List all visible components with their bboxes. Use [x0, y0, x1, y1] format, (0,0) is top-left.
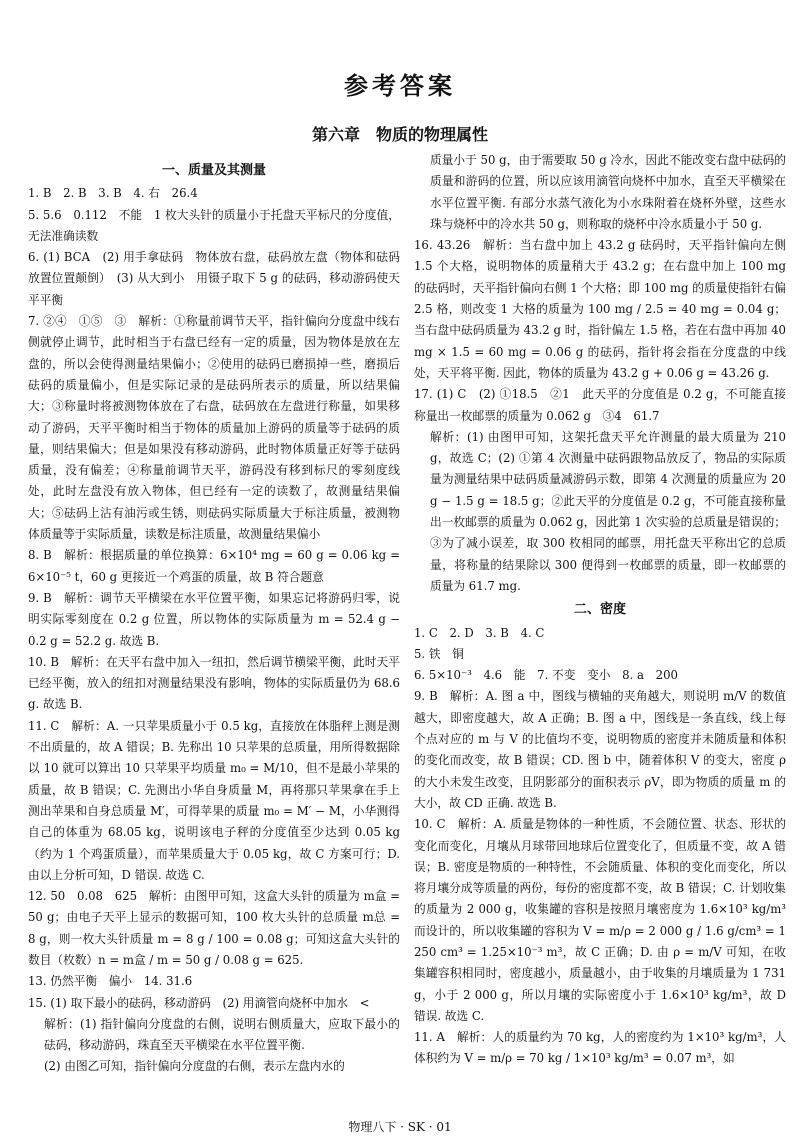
right-column	[414, 150, 786, 1070]
answer-item: 5. 5.6 0.112 不能 1 枚大头针的质量小于托盘天平标尺的分度值，无法准确读数	[28, 207, 400, 243]
answer-item: 5. 铁 铜	[414, 646, 464, 661]
answer-item: 7. ②④ ①⑤ ③ 解析：①称量前调节天平，指针偏向分度盘中线右侧就停止调节，此时相当于右盘已经有一定的质量，因为物体是放在左盘的，所以会使得测量结果偏小；②使用的砝码已磨损掉一些，磨损后砝码的质量偏小，但是实际记录的是砝码所表示的质量，所以结果偏大；③称量时将被测物体放在了右盘，砝码放在左盘进行称量，如果移动了游码，天平平衡时相当于物体的质量加上游码的质量等于砝码的质量，则结果偏大；但是如果没有移动游码，此时物体质量正好等于砝码质量，没有偏差；④称量前调节天平，游码没有移到标尺的零刻度线处，此时左盘没有放入物体，但已经有一定的读数了，故测量结果偏大；⑤砝码上沾有油污或生锈，则砝码实际质量大于标注质量，被测物体质量等于实际质量，读数是标注质量，故测量结果偏小	[28, 314, 400, 542]
answer-item: 16. 43.26 解析：当右盘中加上 43.2 g 砝码时，天平指针偏向左侧 1.5 个大格，说明物体的质量稍大于 43.2 g；在右盘中加上 100 mg 的砝码时，天平指针偏向右侧 1 个大格；即 100 mg 的质量使指针右偏 2.5 格，则改变 1 大格的质量为 100 mg / 2.5 = 40 mg = 0.04 g；当右盘中砝码质量为 43.2 g 时，指针偏左 1.5 格，若在右盘中再加 40 mg × 1.5 = 60 mg = 0.06 g 的砝码，指针将会指在分度盘的中线处，天平将平衡. 因此，物体的质量为 43.2 g + 0.06 g = 43.26 g.	[414, 238, 786, 380]
page-title: 参考答案	[344, 72, 456, 100]
answer-item: 9. B 解析：A. 图 a 中，图线与横轴的夹角越大，则说明 m/V 的数值越大，即密度越大，故 A 正确；B. 图 a 中，图线是一条直线，线上每个点对应的 m 与 V 的比值均不变，说明物质的密度并未随质量和体积的变化而改变，故 B 错误；CD. 图 b 中，随着体积 V 的变大，密度 ρ 的大小未发生改变，且阴影部分的面积表示 ρV，即为物质的质量 m 的大小，故 CD 正确. 故选 B.	[414, 689, 786, 810]
answer-item: 1. B 2. B 3. B 4. 右 26.4	[28, 186, 198, 201]
answer-item: 10. C 解析：A. 质量是物体的一种性质，不会随位置、状态、形状的变化而变化，月壤从月球带回地球后位置变化了，但质量不变，故 A 错误；B. 密度是物质的一种特性，不会随质量、体积的变化而变化，所以将月壤分成等质量的两份，每份的密度都不变，故 B 错误；C. 计划收集的质量为 2 000 g，收集罐的容积是按照月壤密度为 1.6×10³ kg/m³ 而设计的，所以收集罐的容积为 V = m/ρ = 2 000 g / 1.6 g/cm³ = 1 250 cm³ = 1.25×10⁻³ m³，故 C 正确；D. 由 ρ = m/V 可知，在收集罐容积相同时，密度越小，质量越小，由于收集的月壤质量为 1 731 g，小于 2 000 g，所以月壤的实际密度小于 1.6×10³ kg/m³，故 D 错误. 故选 C.	[414, 817, 786, 1023]
answer-item: 1. C 2. D 3. B 4. C	[414, 625, 545, 640]
answer-item: 9. B 解析：调节天平横梁在水平位置平衡，如果忘记将游码归零，说明实际零刻度在 0.2 g 位置，所以物体的实际质量为 m = 52.4 g − 0.2 g = 52.2 g. 故选 B.	[28, 590, 400, 648]
answer-item: 10. B 解析：在天平右盘中加入一纽扣，然后调节横梁平衡，此时天平已经平衡，放入的纽扣对测量结果没有影响，物体的实际质量仍为 68.6 g. 故选 B.	[28, 654, 400, 712]
chapter-title: 第六章 物质的物理属性	[311, 125, 488, 144]
answer-explanation: 解析：(1) 由图甲可知，这架托盘天平允许测量的最大质量为 210 g，故选 C；(2) ①第 4 次测量中砝码跟物品放反了，物品的实际质量为测量结果中砝码质量减游码示数，即第 4 次测量的质量应为 20 g − 1.5 g = 18.5 g；②此天平的分度值是 0.2 g，不可能直接称量出一枚邮票的质量为 0.062 g，因此第 1 次实验的总质量是错误的；③为了减小误差，取 300 枚相同的邮票，用托盘天平称出它的总质量，将称量的结果除以 300 便得到一枚邮票的质量，即一枚邮票的质量为 61.7 mg.	[430, 429, 786, 593]
answer-item: 8. B 解析：根据质量的单位换算：6×10⁴ mg = 60 g = 0.06 kg = 6×10⁻⁵ t，60 g 更接近一个鸡蛋的质量，故 B 符合题意	[28, 548, 400, 584]
answer-item: 17. (1) C (2) ①18.5 ②1 此天平的分度值是 0.2 g，不可能直接称量出一枚邮票的质量为 0.062 g ③4 61.7	[414, 387, 786, 423]
answer-explanation: 解析：(1) 指针偏向分度盘的右侧，说明右侧质量大，应取下最小的砝码，移动游码，珠直至天平横梁在水平位置平衡.	[44, 1016, 400, 1053]
answer-item: 11. A 解析：人的质量约为 70 kg，人的密度约为 1×10³ kg/m³，人体积约为 V = m/ρ = 70 kg / 1×10³ kg/m³ = 0.07 m³，如	[414, 1030, 786, 1066]
answer-item: 6. (1) BCA (2) 用手拿砝码 物体放右盘，砝码放左盘（物体和砝码放置位置颠倒） (3) 从大到小 用镊子取下 5 g 的砝码，移动游码使天平平衡	[28, 250, 400, 307]
answer-item: 11. C 解析：A. 一只苹果质量小于 0.5 kg，直接放在体脂秤上测是测不出质量的，故 A 错误；B. 先称出 10 只苹果的总质量，用所得数据除以 10 就可以算出 10 只苹果平均质量 m₀ = M/10，但不是最小苹果的质量，故 B 错误；C. 先测出小华自身质量 M，再将那只苹果拿在手上测出苹果和自身总质量 M′，可得苹果的质量 m₀ = M′ − M，小华测得自己的体重为 68.05 kg，说明该电子秤的分度值至少达到 0.05 kg（约为 1 个鸡蛋质量），而苹果质量大于 0.05 kg，故 C 方案可行；D. 由以上分析可知，D 错误. 故选 C.	[28, 718, 400, 882]
section-title-density: 二、密度	[573, 602, 626, 618]
answer-explanation: (2) 由图乙可知，指针偏向分度盘的右侧，表示左盘内水的	[44, 1059, 345, 1074]
answer-item: 15. (1) 取下最小的砝码，移动游码 (2) 用滴管向烧杯中加水 <	[28, 995, 370, 1010]
answer-item: 12. 50 0.08 625 解析：由图甲可知，这盒大头针的质量为 m盒 = 50 g；由电子天平上显示的数据可知，100 枚大头针的总质量 m总 = 8 g，则一枚大头针质量 m = 8 g / 100 = 0.08 g；可知这盒大头针的数目（枚数）n = m盒 / m = 50 g / 0.08 g = 625.	[28, 889, 400, 967]
answer-item: 6. 5×10⁻³ 4.6 能 7. 不变 变小 8. a 200	[414, 668, 678, 683]
answer-item: 13. 仍然平衡 偏小 14. 31.6	[28, 974, 193, 989]
left-column	[28, 158, 400, 1078]
page-footer: 物理八下 · SK · 01	[348, 1120, 452, 1134]
answer-continuation: 质量小于 50 g，由于需要取 50 g 冷水，因此不能改变右盘中砝码的质量和游码的位置，所以应该用滴管向烧杯中加水，直至天平横梁在水平位置平衡. 有部分水蒸气液化为小水珠附着在烧杯外壁，这些水珠与烧杯中的冷水共 50 g，则称取的烧杯中冷水质量小于 50 g.	[430, 153, 786, 231]
section-title-mass: 一、质量及其测量	[161, 163, 266, 178]
